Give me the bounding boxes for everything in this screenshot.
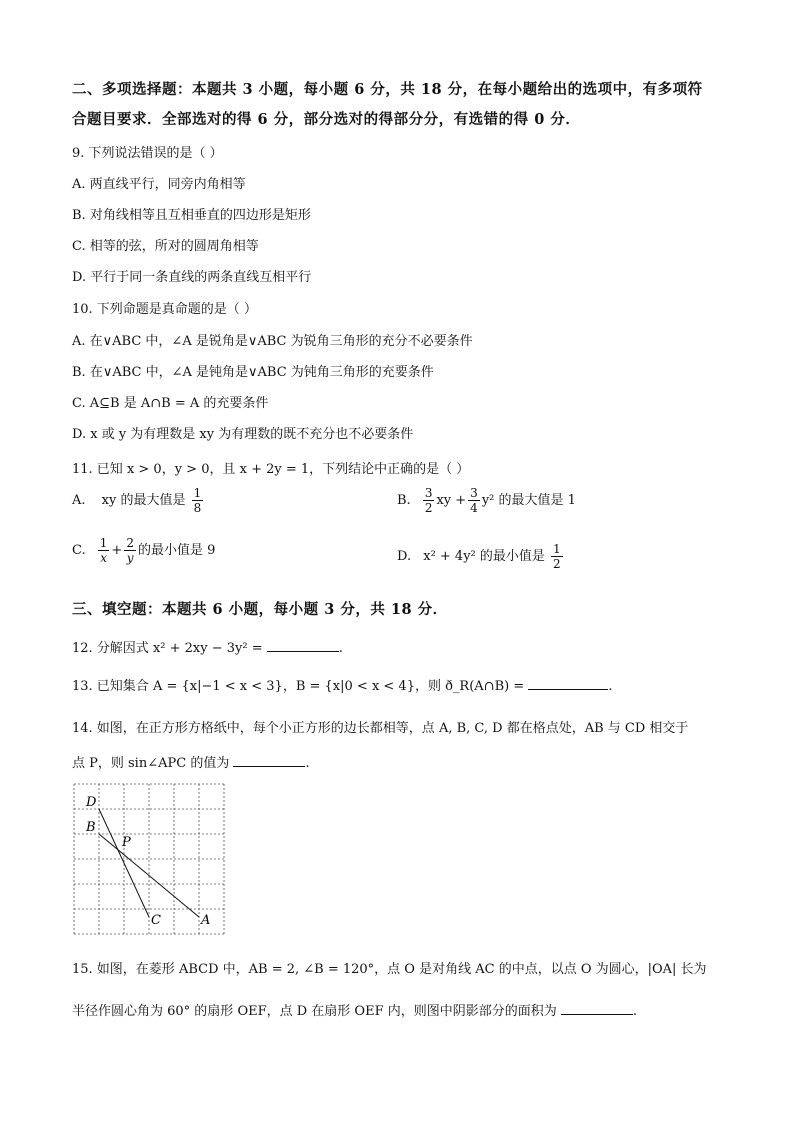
q14-line1: 14. 如图，在正方形方格纸中，每个小正方形的边长都相等，点 A, B, C, D 都在格点处，AB 与 CD 相交于 <box>72 721 689 736</box>
q13: 13. 已知集合 A = {x|−1 < x < 3}，B = {x|0 < x < 4}，则 ð_R(A∩B) = . <box>72 679 613 694</box>
q9-option-d: D. 平行于同一条直线的两条直线互相平行 <box>72 270 312 285</box>
section3-title: 三、填空题：本题共 6 小题，每小题 3 分，共 18 分． <box>72 601 448 618</box>
label-b: B <box>86 820 96 835</box>
label-c: C <box>151 913 161 928</box>
q9-stem: 9. 下列说法错误的是（ ） <box>72 146 223 161</box>
label-d: D <box>86 795 97 810</box>
q11-stem: 11. 已知 x > 0，y > 0，且 x + 2y = 1，下列结论中正确的是（ ） <box>72 462 470 477</box>
q10-option-c: C. A⊆B 是 A∩B = A 的充要条件 <box>72 396 269 411</box>
label-a: A <box>201 913 211 928</box>
q14-line2: 点 P，则 sin∠APC 的值为 . <box>72 756 310 771</box>
q13-answer-blank <box>528 677 608 690</box>
q9-option-b: B. 对角线相等且互相垂直的四边形是矩形 <box>72 208 311 223</box>
q15-line2: 半径作圆心角为 60° 的扇形 OEF，点 D 在扇形 OEF 内，则图中阴影部分的面积为 . <box>72 1004 638 1019</box>
q9-option-a: A. 两直线平行，同旁内角相等 <box>72 177 246 192</box>
q12-answer-blank <box>267 639 339 652</box>
q10-option-d: D. x 或 y 为有理数是 xy 为有理数的既不充分也不必要条件 <box>72 427 414 442</box>
q11-option-a: A. xy 的最大值是 $\frac{1}{8}$ <box>72 486 202 515</box>
section2-line1: 二、多项选择题：本题共 3 小题，每小题 6 分，共 18 分，在每小题给出的选项中，有多项符 <box>72 81 703 98</box>
q12: 12. 分解因式 x² + 2xy − 3y² = . <box>72 641 343 656</box>
q10-option-b: B. 在∨ABC 中，∠A 是钝角是∨ABC 为钝角三角形的充要条件 <box>72 365 434 380</box>
q14-grid-figure <box>72 782 232 940</box>
q15-line1: 15. 如图，在菱形 ABCD 中，AB = 2, ∠B = 120°，点 O 是对角线 AC 的中点，以点 O 为圆心，|OA| 长为 <box>72 962 707 977</box>
q10-stem: 10. 下列命题是真命题的是（ ） <box>72 302 257 317</box>
q11-option-c: C. $\frac{1}{x}$ + $\frac{2}{y}$ 的最小值是 9 <box>72 536 216 565</box>
q14-answer-blank <box>233 754 305 767</box>
q11-a-fraction: $\frac{1}{8}$ <box>193 486 202 515</box>
grid-lines <box>74 784 224 934</box>
section2-line2: 合题目要求．全部选对的得 6 分，部分选对的得部分分，有选错的得 0 分． <box>72 111 581 128</box>
q11-option-d: D. x² + 4y² 的最小值是 $\frac{1}{2}$ <box>397 542 561 571</box>
label-p: P <box>122 835 131 850</box>
q11-option-b: B. $\frac{3}{2}$ xy + $\frac{3}{4}$ y² 的最大值是 1 <box>397 486 576 515</box>
q10-option-a: A. 在∨ABC 中，∠A 是锐角是∨ABC 为锐角三角形的充分不必要条件 <box>72 334 473 349</box>
q15-answer-blank <box>561 1002 633 1015</box>
q9-option-c: C. 相等的弦，所对的圆周角相等 <box>72 239 259 254</box>
